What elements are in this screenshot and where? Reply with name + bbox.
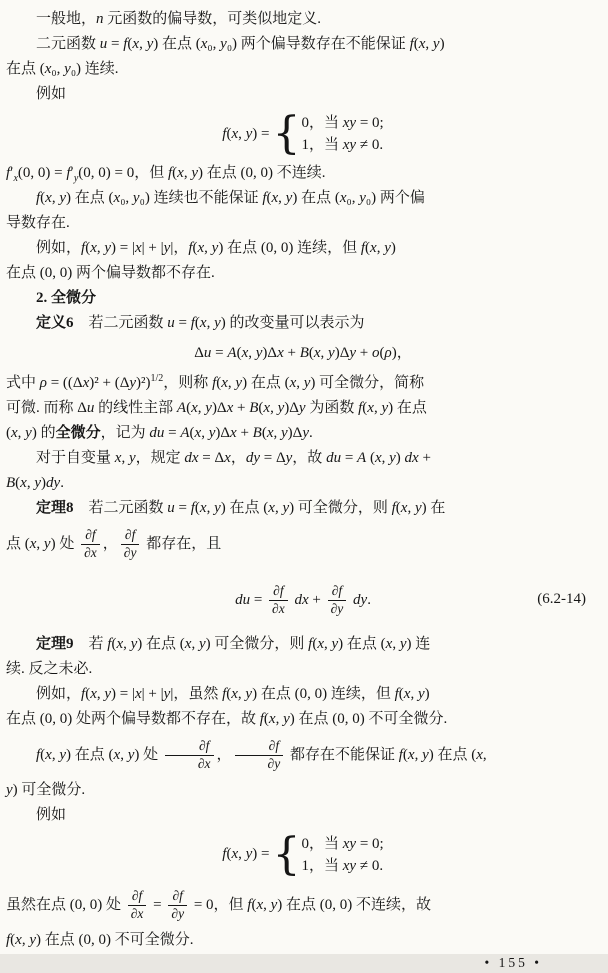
text-line: 在点 (0, 0) 两个偏导数都不存在. — [6, 265, 215, 281]
text-line: f(x, y) 在点 (x, y) 处 $\frac{\partial f}{\partial x}$ ， $\frac{\partial f}{\partial y}$ 都存在不能保证 f(x, y) 在点 (x, — [36, 737, 487, 771]
brace-glyph: { — [272, 828, 301, 880]
brace-glyph: { — [272, 108, 301, 160]
fraction: $\frac{\partial f}{\partial x}$ — [81, 527, 100, 562]
case-row: 0，当 xy = 0; — [301, 115, 384, 131]
piecewise-formula — [6, 828, 600, 880]
piecewise-formula — [6, 108, 600, 160]
text-line: 定理9 若 f(x, y) 在点 (x, y) 可全微分，则 f(x, y) 在点 (x, y) 连 — [36, 635, 431, 652]
fraction: $\frac{\partial f}{\partial y}$ — [235, 738, 284, 773]
text-line: 导数存在. — [6, 215, 70, 231]
text-line: 例如 — [36, 86, 67, 102]
text-line: 2. 全微分 — [36, 290, 97, 306]
text-line: 二元函数 u = f(x, y) 在点 (x₀, y₀) 两个偏导数存在不能保证 f(x, y) — [36, 36, 445, 52]
text-line: f(x, y) 在点 (x₀, y₀) 连续也不能保证 f(x, y) 在点 (x₀, y₀) 两个偏 — [36, 190, 425, 206]
text-line: 虽然在点 (0, 0) 处 $\frac{\partial f}{\partial x}$ = $\frac{\partial f}{\partial y}$ = 0，但 f(x, y) 在点 (0, 0) 不连续，故 — [6, 887, 432, 921]
document-body — [6, 7, 600, 953]
fraction: $\frac{\partial f}{\partial y}$ — [121, 527, 140, 562]
text-line: y) 可全微分. — [6, 781, 86, 798]
fraction: $\frac{\partial f}{\partial x}$ — [165, 738, 214, 773]
text-line: (x, y) 的全微分，记为 du = A(x, y)Δx + B(x, y)Δy. — [6, 425, 313, 442]
text-line: 对于自变量 x, y，规定 dx = Δx，dy = Δy，故 du = A (x, y) dx + — [36, 450, 431, 467]
fraction: $\frac{\partial f}{\partial y}$ — [328, 583, 347, 618]
case-row: 1，当 xy ≠ 0. — [301, 857, 384, 874]
fraction: $\frac{\partial f}{\partial x}$ — [128, 888, 147, 923]
formula-lead: f(x, y) = — [222, 125, 270, 142]
text-line: 例如 — [36, 806, 67, 823]
text-line: 定理8 若二元函数 u = f(x, y) 在点 (x, y) 可全微分，则 f(x, y) 在 — [36, 500, 446, 517]
page-number: • 155 • — [484, 954, 542, 970]
text-line: 式中 $\rho = ((\Delta x)^2 + (\Delta y)^2)^{1/2}$，则称 f(x, y) 在点 (x, y) 可全微分，简称 — [6, 373, 425, 392]
equation-number: (6.2-14) — [537, 591, 586, 608]
text-line: $f'_x(0$, $0) = f'_y(0$, 0) = 0，但 f(x, y) 在点 (0, 0) 不连续. — [6, 165, 326, 184]
text-line: 定义6 若二元函数 u = f(x, y) 的改变量可以表示为 — [36, 315, 365, 331]
formula: Δu = A(x, y)Δx + B(x, y)Δy + o(ρ)， — [194, 345, 412, 362]
formula: du = $\frac{\partial f}{\partial x}$ dx + $\frac{\partial f}{\partial y}$ dy. (6.2-14) — [6, 576, 600, 623]
text-line: 在点 (x₀, y₀) 连续. — [6, 61, 119, 77]
text-line: 例如，f(x, y) = |x| + |y|，f(x, y) 在点 (0, 0) 连续，但 f(x, y) — [36, 240, 396, 256]
text-line: B(x, y)dy. — [6, 475, 64, 492]
fraction: $\frac{\partial f}{\partial x}$ — [269, 583, 288, 618]
text-line: 续. 反之未必. — [6, 660, 93, 677]
case-row: 1，当 xy ≠ 0. — [301, 137, 384, 153]
fraction: $\frac{\partial f}{\partial y}$ — [168, 888, 187, 923]
text-line: 例如，f(x, y) = |x| + |y|，虽然 f(x, y) 在点 (0, 0) 连续，但 f(x, y) — [36, 685, 430, 702]
text-line: 在点 (0, 0) 处两个偏导数都不存在，故 f(x, y) 在点 (0, 0) 不可全微分. — [6, 710, 448, 727]
text-line: 点 (x, y) 处 $\frac{\partial f}{\partial x}$ ， $\frac{\partial f}{\partial y}$ 都存在，且 — [6, 527, 222, 561]
text-line: 可微. 而称 Δu 的线性主部 A(x, y)Δx + B(x, y)Δy 为函数 f(x, y) 在点 — [6, 400, 427, 417]
text-line: 一般地，n 元函数的偏导数，可类似地定义. — [36, 11, 322, 27]
case-row: 0，当 xy = 0; — [301, 835, 384, 852]
text-line: f(x, y) 在点 (0, 0) 不可全微分. — [6, 931, 194, 948]
formula-lead: f(x, y) = — [222, 846, 270, 863]
